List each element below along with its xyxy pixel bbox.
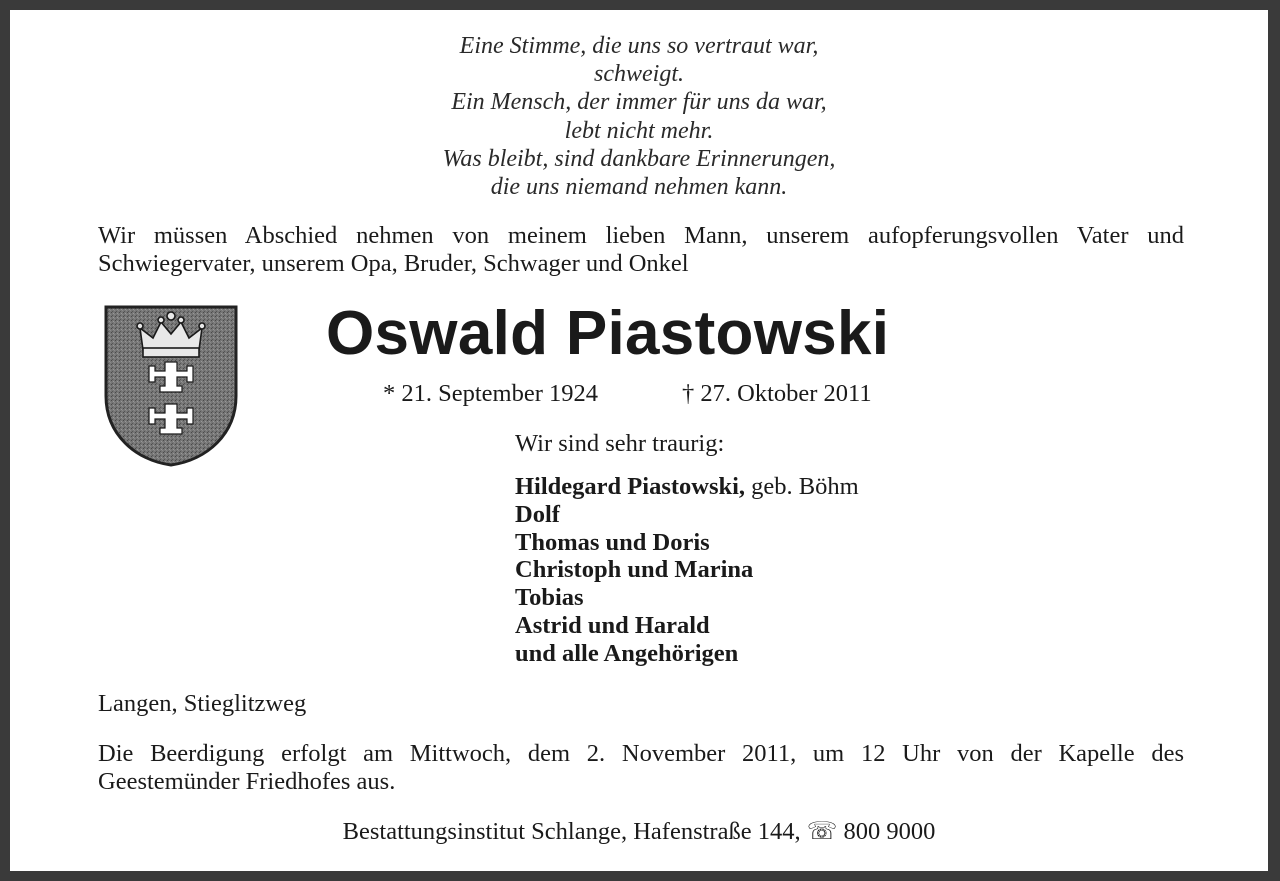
poem-line: die uns niemand nehmen kann. xyxy=(490,174,788,201)
mourner-entry xyxy=(515,501,859,529)
mourner-name: Thomas und Doris xyxy=(515,528,710,556)
funeral-line: Die Beerdigung erfolgt am Mittwoch, dem 2. November 2011, um 12 Uhr von der Kapelle des xyxy=(98,740,1184,767)
birth-date: * 21. September 1924 xyxy=(383,380,599,407)
poem-line: schweigt. xyxy=(594,61,684,88)
mourner-entry xyxy=(515,473,859,501)
death-date: † 27. Oktober 2011 xyxy=(682,380,872,407)
poem xyxy=(10,32,1268,201)
obituary-notice xyxy=(10,10,1268,871)
poem-line: Eine Stimme, die uns so vertraut war, xyxy=(459,33,819,59)
mourner-entry xyxy=(515,612,859,640)
poem-line: Ein Mensch, der immer für uns da war, xyxy=(451,89,827,116)
mourner-name: Dolf xyxy=(515,500,560,528)
coat-of-arms-icon xyxy=(103,304,239,468)
residence-address: Langen, Stieglitzweg xyxy=(98,690,307,717)
intro-line: Wir müssen Abschied nehmen von meinem lieben Mann, unserem aufopferungsvollen Vater und xyxy=(98,222,1184,249)
intro-text xyxy=(98,222,1184,278)
deceased-name: Oswald Piastowski xyxy=(326,299,890,368)
funeral-info xyxy=(98,740,1184,796)
mourner-name: Astrid und Harald xyxy=(515,611,710,639)
mourner-name: Hildegard Piastowski, xyxy=(515,473,746,500)
mourners-heading: Wir sind sehr traurig: xyxy=(515,430,725,457)
mourner-entry xyxy=(515,640,859,668)
poem-line: lebt nicht mehr. xyxy=(564,117,714,144)
funeral-home-contact: Bestattungsinstitut Schlange, Hafenstraße 144, ☏ 800 9000 xyxy=(342,818,936,845)
mourner-name: und alle Angehörigen xyxy=(515,639,739,667)
funeral-line: Geestemünder Friedhofes aus. xyxy=(98,768,396,795)
poem-line: Was bleibt, sind dankbare Erinnerungen, xyxy=(442,145,836,172)
mourner-name: Tobias xyxy=(515,584,584,612)
mourner-entry xyxy=(515,584,859,612)
mourner-entry xyxy=(515,556,859,584)
intro-line: Schwiegervater, unserem Opa, Bruder, Schwager und Onkel xyxy=(98,250,689,277)
mourner-name: Christoph und Marina xyxy=(515,556,754,584)
mourners-list xyxy=(515,473,859,668)
mourner-maiden-name: geb. Böhm xyxy=(745,473,859,500)
mourner-entry xyxy=(515,529,859,557)
